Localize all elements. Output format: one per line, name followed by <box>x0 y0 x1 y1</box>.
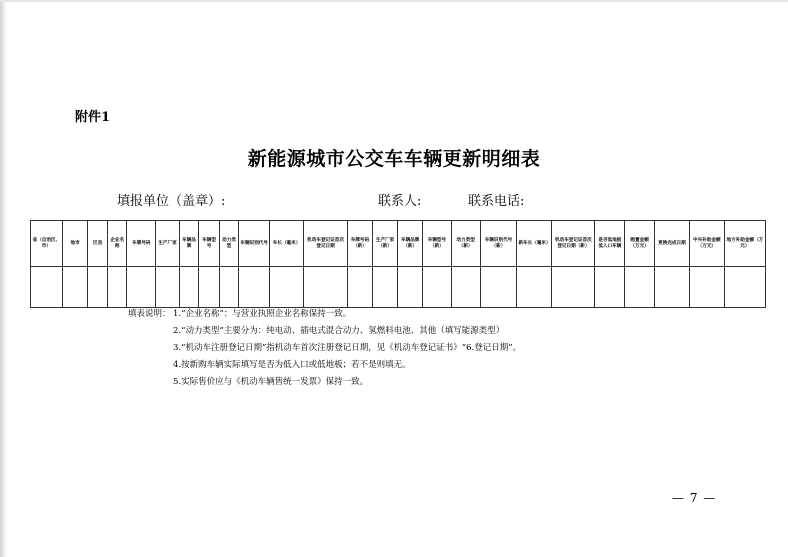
table-cell <box>724 267 765 308</box>
table-cell <box>595 267 625 308</box>
table-cell <box>88 267 108 308</box>
vehicle-update-table <box>30 220 766 308</box>
table-header-cell: 省（自治区、市） <box>31 221 63 267</box>
instruction-line-5: 5.实际售价应与《机动车辆售统一发票》保持一致。 <box>173 377 369 387</box>
table-header-row <box>31 221 766 267</box>
table-header-cell: 是否低地板低入口车辆 <box>595 221 625 267</box>
table-header-cell: 购置金额（万元） <box>625 221 655 267</box>
table-data-row <box>31 267 766 308</box>
page-left-shadow <box>0 0 8 557</box>
table-header-cell: 车辆型号 <box>199 221 220 267</box>
table-header-cell: 新车长（毫米） <box>517 221 552 267</box>
table-cell <box>517 267 552 308</box>
table-header-cell: 动力类型 <box>219 221 239 267</box>
document-title: 新能源城市公交车车辆更新明细表 <box>247 148 541 170</box>
table-cell <box>270 267 304 308</box>
table-header-cell: 车辆品牌 <box>179 221 199 267</box>
table-header-cell: 企业名称 <box>107 221 127 267</box>
table-header-cell: 地方补助金额（万元） <box>724 221 765 267</box>
page-top-edge <box>0 0 788 2</box>
instructions-label: 填表说明： <box>128 309 171 319</box>
table-header-cell: 中央补助金额（万元） <box>689 221 724 267</box>
table-cell <box>62 267 88 308</box>
table-cell <box>480 267 517 308</box>
table-header-cell: 机动车登记证首次登记日期 <box>303 221 347 267</box>
table-header-cell: 车辆识别代号 <box>239 221 270 267</box>
table-header-cell: 车牌号码（新） <box>348 221 373 267</box>
table-header-cell: 车牌号码 <box>127 221 156 267</box>
table-header-cell: 车辆品牌（新） <box>398 221 423 267</box>
table-header-cell: 车辆型号（新） <box>423 221 452 267</box>
table-cell <box>552 267 595 308</box>
table-cell <box>398 267 423 308</box>
table-cell <box>107 267 127 308</box>
table-cell <box>372 267 398 308</box>
table-header-cell: 车辆识别代号（新） <box>480 221 517 267</box>
table-cell <box>423 267 452 308</box>
table-cell <box>625 267 655 308</box>
table-cell <box>31 267 63 308</box>
table-cell <box>303 267 347 308</box>
table-header-cell: 动力类型（新） <box>451 221 480 267</box>
table-cell <box>689 267 724 308</box>
fill-unit-label: 填报单位（盖章）: <box>117 194 226 209</box>
fill-instructions <box>128 306 521 391</box>
table-header-cell: 生产厂家（新） <box>372 221 398 267</box>
table-cell <box>219 267 239 308</box>
table-cell <box>348 267 373 308</box>
fill-contact-label: 联系人: <box>378 194 422 209</box>
instruction-line-4: 4.按新购车辆实际填写是否为低入口或低地板；若不是则填无。 <box>173 360 411 370</box>
page-number: — 7 — <box>672 491 717 505</box>
table-header-cell: 地市 <box>62 221 88 267</box>
instruction-text-1: 1.“企业名称”：与营业执照企业名称保持一致。 <box>173 309 352 319</box>
table-cell <box>451 267 480 308</box>
fill-phone-label: 联系电话: <box>468 194 525 209</box>
instruction-line-1 <box>128 306 521 323</box>
table-header-cell: 生产厂家 <box>156 221 180 267</box>
table-cell <box>199 267 220 308</box>
instruction-line-3: 3.“机动车注册登记日期”指机动车首次注册登记日期，见《机动车登记证书》“6.登记日期”。 <box>173 343 522 353</box>
table-header-cell: 更换完成日期 <box>654 221 689 267</box>
instruction-line-2: 2.“动力类型”主要分为：纯电动、插电式混合动力、氢燃料电池、其他（填写能源类型） <box>173 326 505 336</box>
table-cell <box>156 267 180 308</box>
table-cell <box>654 267 689 308</box>
table-cell <box>127 267 156 308</box>
table-header-cell: 车长（毫米） <box>270 221 304 267</box>
table-cell <box>239 267 270 308</box>
table-header-cell: 机动车登记证首次登记日期（新） <box>552 221 595 267</box>
table-cell <box>179 267 199 308</box>
table-header-cell: 区县 <box>88 221 108 267</box>
attachment-label: 附件1 <box>75 110 111 125</box>
